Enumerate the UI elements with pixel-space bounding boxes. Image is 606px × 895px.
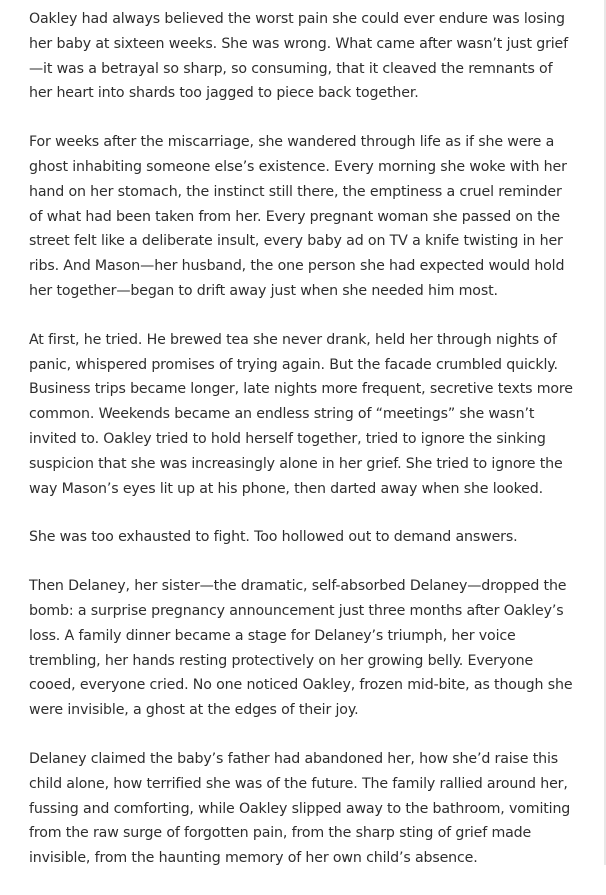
paragraph: Delaney claimed the baby’s father had abandoned her, how she’d raise this child alone, how terrified she was of the future. The family rallied around her, fussing and comforting, while Oakley slipped away to the bathroom, vomiting from the raw surge of forgotten pain, from the sharp sting of grief made invisible, from the haunting memory of her own child’s absence. <box>29 750 571 867</box>
paragraph: For weeks after the miscarriage, she wandered through life as if she were a ghost inhabiting someone else’s existence. Every morning she woke with her hand on her stomach, the instinct still there, the emptiness a cruel reminder of what had been taken from her. Every pregnant woman she passed on the street felt like a deliberate insult, every baby ad on TV a knife twisting in her ribs. And Mason—her husband, the one person she had expected would hold her together—began to drift away just when she needed him most. <box>29 134 567 299</box>
paragraph: She was too exhausted to fight. Too hollowed out to demand answers. <box>29 529 518 546</box>
paragraph: At first, he tried. He brewed tea she never drank, held her through nights of panic, whispered promises of trying again. But the facade crumbled quickly. Business trips became longer, late nights more frequent, secretive texts more common. Weekends became an endless string of “meetings” she wasn’t invited to. Oakley tried to hold herself together, tried to ignore the sinking suspicion that she was increasingly alone in her grief. She tried to ignore the way Mason’s eyes lit up at his phone, then darted away when she looked. <box>29 331 573 497</box>
paragraph: Then Delaney, her sister—the dramatic, self-absorbed Delaney—dropped the bomb: a surprise pregnancy announcement just three months after Oakley’s loss. A family dinner became a stage for Delaney’s triumph, her voice trembling, her hands resting protectively on her growing belly. Everyone cooed, everyone cried. No one noticed Oakley, frozen mid-bite, as though she were invisible, a ghost at the edges of their joy. <box>29 578 573 719</box>
story-text <box>29 7 577 895</box>
paragraph: Oakley had always believed the worst pain she could ever endure was losing her baby at sixteen weeks. She was wrong. What came after wasn’t just grief—it was a betrayal so sharp, so consuming, that it cleaved the remnants of her heart into shards too jagged to piece back together. <box>29 11 568 102</box>
